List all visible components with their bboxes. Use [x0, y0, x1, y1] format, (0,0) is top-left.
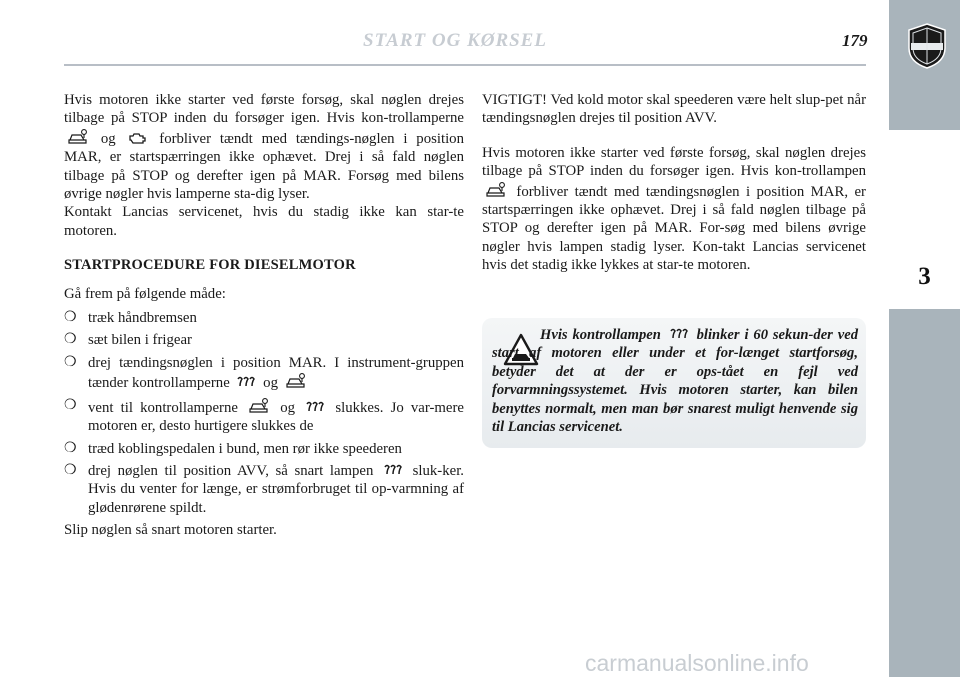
glow-plug-icon: [236, 376, 256, 390]
immobilizer-car-key-icon: [285, 372, 307, 390]
list-item: ❍ træk håndbremsen: [64, 310, 197, 327]
procedure-list: [64, 309, 464, 517]
paragraph-immobilizer: Hvis motoren ikke starter ved første forsøg, skal nøglen drejes tilbage på STOP inden du forsøger igen. Hvis kon-trollamperne og forbliver tændt med tændings-nøglen i position MAR, er startspærringen ikke ophævet. Drej i så fald nøglen tilbage på STOP og derefter igen på MAR. Forsøg med bilens øvrige nøgler hvis lamperne sta-dig lyser.: [64, 92, 464, 203]
engine-fault-icon: [127, 130, 147, 146]
glow-plug-icon: [669, 328, 689, 342]
immobilizer-car-key-icon: [485, 181, 507, 199]
bullet-icon: ❍: [64, 440, 77, 456]
bullet-icon: ❍: [64, 397, 77, 413]
lancia-logo-icon: [905, 22, 949, 70]
sidebar-separator: [889, 307, 960, 309]
immobilizer-car-key-icon: [67, 128, 89, 146]
right-column: [482, 91, 866, 291]
list-item: ❍ drej nøglen til position AVV, så snart lampen sluk-ker. Hvis du venter for længe, er strømforbruget til op-varmning af glødenrørene spildt.: [64, 462, 465, 516]
bullet-icon: ❍: [64, 462, 77, 478]
paragraph-important: VIGTIGT! Ved kold motor skal speederen være helt slup-pet når tændingsnøglen drejes til position AVV.: [482, 92, 866, 127]
procedure-outro: Slip nøglen så snart motoren starter.: [64, 522, 277, 539]
section-heading: STARTPROCEDURE FOR DIESELMOTOR: [64, 257, 356, 274]
header-rule: [64, 64, 866, 66]
bullet-icon: ❍: [64, 332, 77, 348]
list-item: ❍ sæt bilen i frigear: [64, 332, 192, 349]
chapter-number: 3: [918, 263, 931, 290]
list-item: ❍ vent til kontrollamperne og slukkes. Jo var-mere motoren er, desto hurtigere slukkes de: [64, 397, 464, 435]
header-title: START OG KØRSEL: [363, 30, 547, 51]
paragraph-contact-service: Kontakt Lancias servicenet, hvis du stadig ikke kan star-te motoren.: [64, 204, 464, 239]
glow-plug-icon: [305, 401, 325, 415]
left-column: [64, 91, 464, 556]
warning-box: [482, 318, 866, 448]
procedure-intro: Gå frem på følgende måde:: [64, 285, 226, 302]
list-item: ❍ drej tændingsnøglen i position MAR. I instrument-gruppen tænder kontrollamperne og: [64, 354, 464, 392]
glow-plug-icon: [383, 464, 403, 478]
warning-text: Hvis kontrollampen blinker i 60 sekun-der ved start af motoren eller under et for-længet startforsøg, betyder det at der er ops-tået en fejl ved forvarmningssystemet. Hvis motoren starter, kan bilen benyttes normalt, men man bør snarest muligt henvende sig til Lancias servicenet.: [492, 327, 858, 436]
page-number: 179: [842, 31, 868, 50]
sidebar: [889, 0, 960, 677]
list-item: ❍ træd koblingspedalen i bund, men rør ikke speederen: [64, 440, 402, 457]
bullet-icon: ❍: [64, 310, 77, 326]
watermark: carmanualsonline.info: [585, 650, 809, 676]
immobilizer-car-key-icon: [248, 397, 270, 415]
bullet-icon: ❍: [64, 354, 77, 370]
paragraph-restart: Hvis motoren ikke starter ved første forsøg, skal nøglen drejes tilbage på STOP inden du forsøger igen. Hvis kon-trollampen forbliver tændt med tændingsnøglen i position MAR, er startspærringen ikke ophævet. Drej i så fald nøglen tilbage på STOP og derefter igen på MAR. For-søg med bilens øvrige nøgler hvis lampen stadig lyser. Kon-takt Lancias servicenet hvis det stadig ikke lykkes at star-te motoren.: [482, 144, 866, 274]
